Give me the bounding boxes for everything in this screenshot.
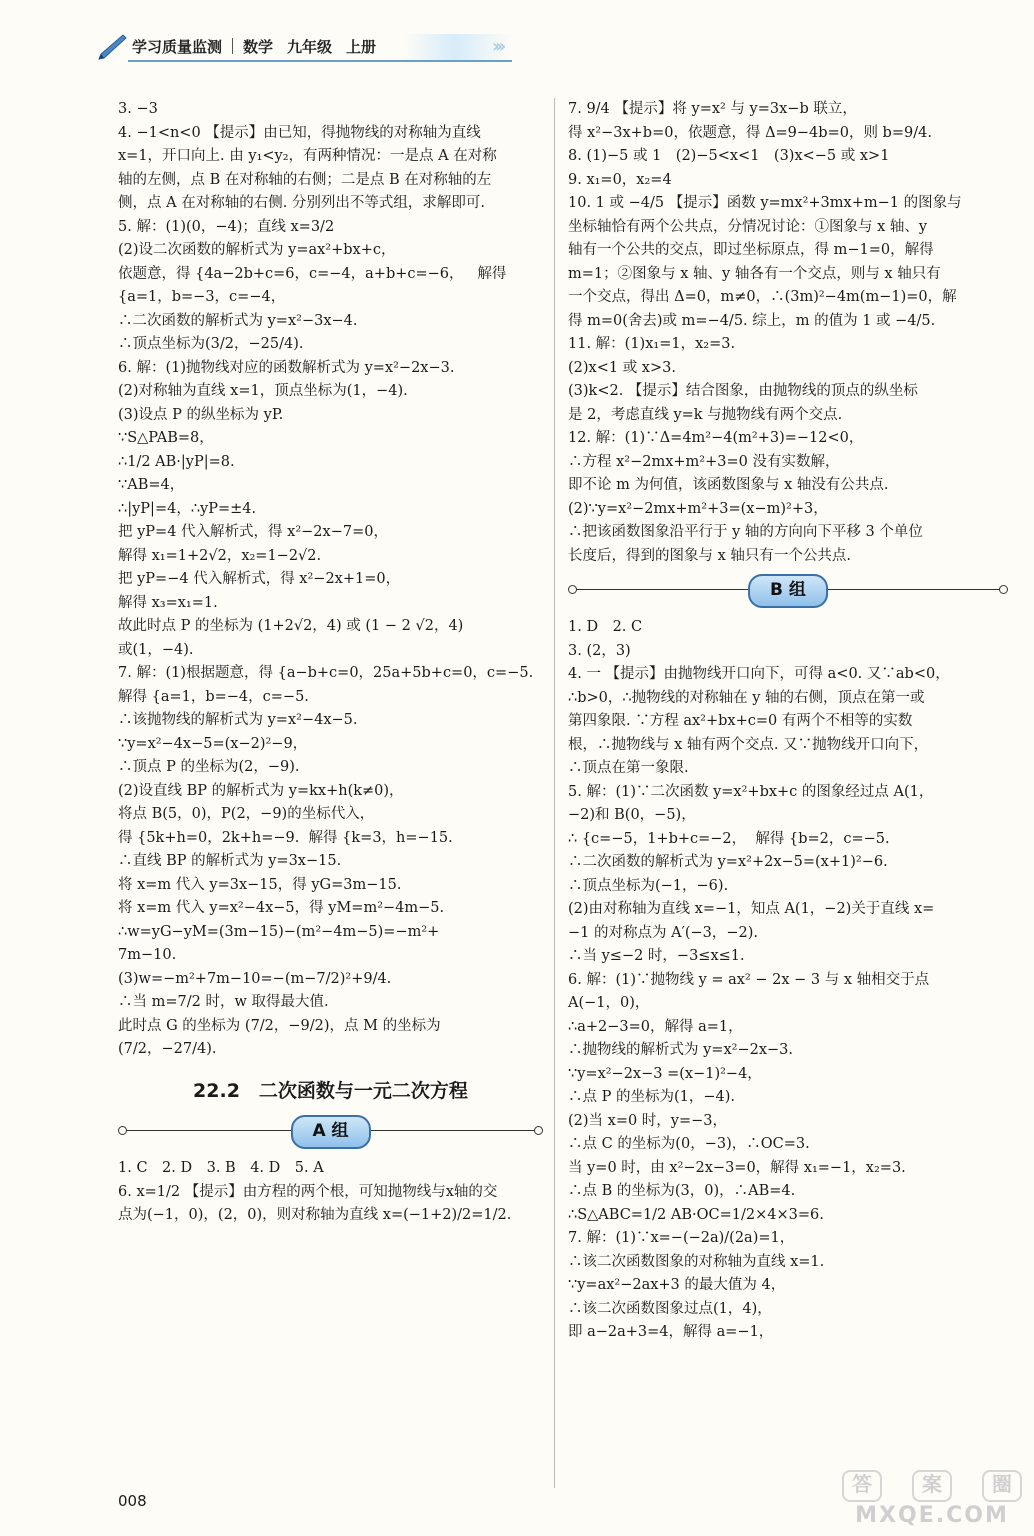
answer-line: ∴点 B 的坐标为(3，0)，∴AB=4. [568,1183,796,1199]
watermark-domain: MXQE.COM [855,1503,1009,1528]
answer-line: (7/2，−27/4). [118,1041,217,1057]
answer-line: (3)w=−m²+7m−10=−(m−7/2)²+9/4. [118,970,392,987]
answer-line: ∴把该函数图象沿平行于 y 轴的方向向下平移 3 个单位 [568,524,923,540]
answer-line: (3)k<2. 【提示】结合图象，由抛物线的顶点的纵坐标 [568,383,918,399]
answer-line: 依题意，得 {4a−2b+c=6，c=−4，a+b+c=−6， 解得 {a=1，b=−3，c=−4， [118,265,511,305]
answer-line: −1 的对称点为 A′(−3，−2). [568,924,759,941]
page-header [96,30,546,64]
answer-line: ∴该二次函数图象过点(1，4)， [568,1300,772,1317]
answer-line: 6. 解：(1)抛物线对应的函数解析式为 y=x²−2x−3. [118,359,455,376]
group-a-divider [118,1113,543,1147]
divider-dot-icon [568,585,577,594]
answer-line: 8. (1)−5 或 1 (2)−5<x<1 (3)x<−5 或 x>1 [568,148,890,164]
answer-line: 10. 1 或 −4/5 【提示】函数 y=mx²+3mx+m−1 的图象与 [568,195,962,211]
answer-line: 将 x=m 代入 y=x²−4x−5，得 yM=m²−4m−5. [118,900,445,916]
answer-line: 7m−10. [118,947,177,963]
divider-dot-icon [118,1126,127,1135]
answer-line: (2)x<1 或 x>3. [568,359,676,376]
answer-line: 此时点 G 的坐标为 (7/2，−9/2)，点 M 的坐标为 [118,1017,441,1034]
answer-line: ∴顶点坐标为(−1，−6). [568,877,729,894]
answer-line: 解得 x₁=1+2√2，x₂=1−2√2. [118,547,322,564]
answer-line: 轴有一个公共的交点，即过坐标原点，得 m−1=0，解得 [568,242,934,258]
answer-line: ∴ {c=−5，1+b+c=−2， 解得 {b=2，c=−5. [568,830,890,847]
answer-line: 1. D 2. C [568,619,643,635]
answer-line: 根，∴抛物线与 x 轴有两个交点. 又∵抛物线开口向下， [568,736,929,753]
answer-line: ∴1/2 AB·|yP|=8. [118,453,235,470]
group-a-badge: A 组 [290,1115,370,1149]
answer-line: ∴方程 x²−2mx+m²+3=0 没有实数解， [568,453,840,470]
answer-line: ∴二次函数的解析式为 y=x²−3x−4. [118,312,358,329]
answer-line: 得 x²−3x+b=0，依题意，得 Δ=9−4b=0，则 b=9/4. [568,124,932,141]
answer-line: ∴顶点在第一象限. [568,760,689,776]
header-divider [232,38,233,54]
watermark-char: 答 [842,1470,882,1502]
answer-line: 4. 一 【提示】由抛物线开口向下，可得 a<0. 又∵ab<0， [568,666,950,682]
divider-dot-icon [534,1126,543,1135]
answer-line: −2)和 B(0，−5)， [568,807,696,823]
header-grade: 九年级 [287,38,333,56]
answer-line: 坐标轴恰有两个公共点，分情况讨论：①图象与 x 轴、y [568,218,928,235]
answer-line: ∴b>0，∴抛物线的对称轴在 y 轴的右侧，顶点在第一或 [568,689,925,706]
chevron-decoration-icon: ››› [492,36,503,57]
answer-line: (2)设直线 BP 的解析式为 y=kx+h(k≠0)， [118,782,404,799]
right-column [568,98,1008,1345]
answer-line: 7. 9/4 【提示】将 y=x² 与 y=3x−b 联立， [568,101,857,117]
answer-line: ∴点 P 的坐标为(1，−4). [568,1089,735,1105]
answer-line: ∴点 C 的坐标为(0，−3)，∴OC=3. [568,1136,810,1152]
watermark-char: 圈 [982,1470,1022,1502]
answer-line: (3)设点 P 的纵坐标为 yP. [118,406,284,423]
answer-line: m=1；②图象与 x 轴、y 轴各有一个交点，则与 x 轴只有 [568,265,941,282]
answer-line: ∴当 m=7/2 时，w 取得最大值. [118,994,329,1010]
answer-line: ∴直线 BP 的解析式为 y=3x−15. [118,853,342,869]
watermark-chars [842,1470,1022,1502]
answer-line: 5. 解：(1)(0，−4)；直线 x=3/2 [118,218,335,235]
answer-line: 把 yP=4 代入解析式，得 x²−2x−7=0， [118,524,388,540]
answer-line: 即 a−2a+3=4，解得 a=−1， [568,1324,774,1340]
answer-line: 轴的左侧，点 B 在对称轴的右侧；二是点 B 在对称轴的左 [118,171,492,188]
answer-line: ∴顶点 P 的坐标为(2，−9). [118,759,300,775]
left-column [118,98,548,1228]
answer-line: 11. 解：(1)x₁=1，x₂=3. [568,336,736,352]
answer-line: 得 {5k+h=0，2k+h=−9. 解得 {k=3，h=−15. [118,829,453,846]
watermark-char: 案 [912,1470,952,1502]
answer-line: ∴S△ABC=1/2 AB·OC=1/2×4×3=6. [568,1206,824,1223]
answer-line: 一个交点，得出 Δ=0，m≠0，∴(3m)²−4m(m−1)=0，解 [568,289,957,305]
answer-line: 4. −1<n<0 【提示】由已知，得抛物线的对称轴为直线 [118,124,481,141]
header-series: 学习质量监测 [132,38,223,56]
answer-line: ∴|yP|=4，∴yP=±4. [118,500,257,517]
answer-line: ∵S△PAB=8， [118,430,214,446]
answer-line: ∵AB=4， [118,477,185,493]
answer-line: 5. 解：(1)∵二次函数 y=x²+bx+c 的图象经过点 A(1， [568,783,934,800]
divider-dot-icon [999,585,1008,594]
section-title: 22.2 二次函数与一元二次方程 [193,1079,468,1102]
answer-line: 或(1，−4). [118,641,194,658]
pen-icon [96,32,130,62]
group-b-answers [568,616,1008,1345]
answer-line: (2)设二次函数的解析式为 y=ax²+bx+c， [118,242,396,258]
answer-line: 3. −3 [118,101,158,117]
answer-line: 长度后，得到的图象与 x 轴只有一个公共点. [568,547,852,564]
answer-line: 侧，点 A 在对称轴的右侧. 分别列出不等式组，求解即可. [118,195,486,211]
answer-line: (2)当 x=0 时，y=−3， [568,1112,728,1129]
answer-line: x=1，开口向上. 由 y₁<y₂，有两种情况：一是点 A 在对称 [118,148,497,164]
answer-line: (2)对称轴为直线 x=1，顶点坐标为(1，−4). [118,383,408,399]
group-a-answers [118,1157,543,1228]
header-subject: 数学 [243,38,274,56]
answer-line: 得 m=0(舍去)或 m=−4/5. 综上，m 的值为 1 或 −4/5. [568,312,936,329]
answer-line: ∴二次函数的解析式为 y=x²+2x−5=(x+1)²−6. [568,854,888,870]
answer-line: ∴顶点坐标为(3/2，−25/4). [118,336,304,352]
watermark [842,1470,1022,1530]
header-text [132,36,390,57]
answer-line: 6. x=1/2 【提示】由方程的两个根，可知抛物线与x轴的交 [118,1183,498,1200]
answer-line: 7. 解：(1)∵x=−(−2a)/(2a)=1， [568,1230,795,1246]
answer-line: ∵y=x²−2x−3 =(x−1)²−4， [568,1065,762,1082]
group-b-divider [568,572,1008,606]
page-number: 008 [118,1492,147,1510]
answer-line: 将 x=m 代入 y=3x−15，得 yG=3m−15. [118,876,402,893]
answer-line: ∴w=yG−yM=(3m−15)−(m²−4m−5)=−m²+ [118,923,440,940]
answer-line: 3. (2，3) [568,642,631,659]
header-volume: 上册 [346,38,377,56]
answer-line: (2)∵y=x²−2mx+m²+3=(x−m)²+3， [568,500,828,517]
answer-line: 点为(−1，0)，(2，0)，则对称轴为直线 x=(−1+2)/2=1/2. [118,1207,512,1223]
answer-line: ∴抛物线的解析式为 y=x²−2x−3. [568,1042,793,1058]
answer-line: 当 y=0 时，由 x²−2x−3=0，解得 x₁=−1，x₂=3. [568,1159,906,1176]
left-answer-lines [118,98,548,1062]
answer-line: 即不论 m 为何值，该函数图象与 x 轴没有公共点. [568,477,889,493]
answer-line: 12. 解：(1)∵Δ=4m²−4(m²+3)=−12<0， [568,430,864,446]
answer-line: 把 yP=−4 代入解析式，得 x²−2x+1=0， [118,571,401,587]
answer-line: (2)由对称轴为直线 x=−1，知点 A(1，−2)关于直线 x= [568,901,935,917]
answer-line: 1. C 2. D 3. B 4. D 5. A [118,1160,324,1176]
answer-line: 7. 解：(1)根据题意，得 {a−b+c=0，25a+5b+c=0，c=−5. 解得 {a=1，b=−4，c=−5. [118,665,548,705]
answer-line: ∴a+2−3=0，解得 a=1， [568,1018,743,1035]
answer-line: ∵y=ax²−2ax+3 的最大值为 4， [568,1277,786,1293]
answer-line: 故此时点 P 的坐标为 (1+2√2，4) 或 (1 − 2 √2，4) [118,618,464,634]
answer-line: 9. x₁=0，x₂=4 [568,171,672,188]
group-a-continued-answers [568,98,1008,568]
answer-line: 将点 B(5，0)，P(2，−9)的坐标代入， [118,806,375,822]
answer-line: ∵y=x²−4x−5=(x−2)²−9， [118,735,308,752]
answer-line: A(−1，0)， [568,995,650,1011]
group-b-badge: B 组 [748,574,828,608]
column-divider [554,98,555,1488]
answer-line: ∴该抛物线的解析式为 y=x²−4x−5. [118,712,358,728]
answer-line: 解得 x₃=x₁=1. [118,594,218,611]
answer-line: 6. 解：(1)∵抛物线 y = ax² − 2x − 3 与 x 轴相交于点 [568,971,930,988]
answer-line: ∴该二次函数图象的对称轴为直线 x=1. [568,1253,825,1270]
answer-line: ∴当 y≤−2 时，−3≤x≤1. [568,948,745,964]
answer-line: 是 2，考虑直线 y=k 与抛物线有两个交点. [568,406,843,423]
answer-line: 第四象限. ∵方程 ax²+bx+c=0 有两个不相等的实数 [568,713,913,729]
